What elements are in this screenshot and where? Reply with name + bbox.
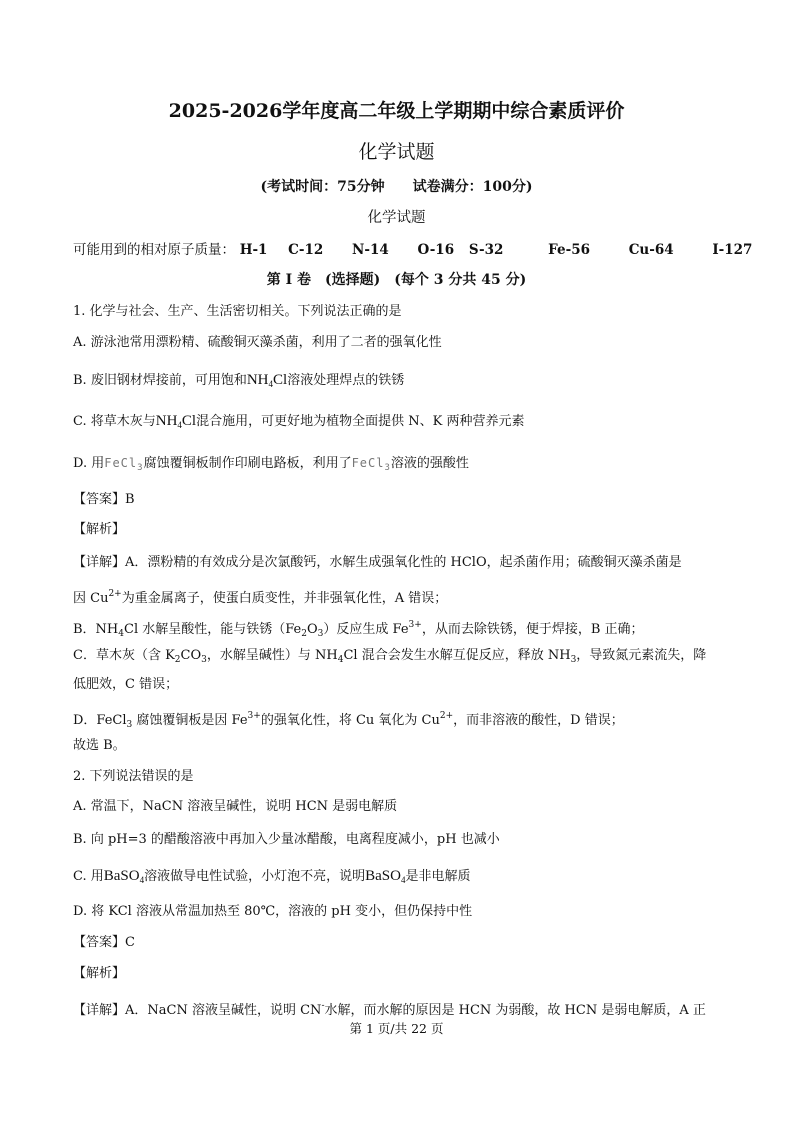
atomic-mass-cu: Cu-64: [628, 242, 674, 258]
fecl3-formula: FeCl$_3$: [104, 456, 144, 473]
q1-option-c: C. 将草木灰与$NH_4Cl$混合施用，可更好地为植物全面提供 N、K 两种营养元素: [73, 413, 525, 430]
page-footer: 第 1 页/共 22 页: [349, 1021, 444, 1036]
subject-title-repeat: 化学试题: [367, 210, 426, 226]
q1-option-a: A. 游泳池常用漂粉精、硫酸铜灭藻杀菌，利用了二者的强氧化性: [73, 335, 442, 350]
nh4cl-formula: $NH_4Cl$: [246, 372, 288, 389]
atomic-mass-fe: Fe-56: [548, 242, 590, 258]
q2-option-c-text: C. 用: [73, 869, 104, 884]
q1-option-b-text: B. 废旧钢材焊接前，可用饱和: [73, 373, 247, 388]
q1-option-d: D. 用FeCl$_3$腐蚀覆铜板制作印刷电路板，利用了FeCl$_3$溶液的强酸性: [73, 456, 469, 473]
q1-answer: 【答案】B: [73, 492, 135, 507]
atomic-mass-label: 可能用到的相对原子质量：: [73, 242, 235, 258]
q1-detail-line-3: B．$NH_4Cl$ 水解呈酸性，能与铁锈$(Fe_2O_3)$反应生成 $Fe^{3+}$，从而去除铁锈，便于焊接，B 正确；: [73, 620, 644, 639]
q1-stem: 1. 化学与社会、生产、生活密切相关。下列说法正确的是: [73, 304, 402, 319]
q1-conclusion: 故选 B。: [73, 738, 126, 753]
nh4cl-formula: $NH_4Cl$: [155, 413, 197, 430]
q1-detail-line-4: C．草木灰（含 $K_2CO_3$，水解呈碱性）与 $NH_4Cl$ 混合会发生水解互促反应，释放 $NH_3$，导致氮元素流失，降: [73, 648, 707, 665]
atomic-mass-line: [73, 242, 752, 258]
q1-option-b: B. 废旧钢材焊接前，可用饱和$NH_4Cl$溶液处理焊点的铁锈: [73, 372, 405, 389]
baso4-formula: BaSO$_4$: [365, 868, 406, 885]
atomic-mass-n: N-14: [352, 242, 389, 258]
q2-option-a: A. 常温下，NaCN 溶液呈碱性，说明 HCN 是弱电解质: [73, 799, 398, 814]
q1-detail-line-5: 低肥效，C 错误；: [73, 677, 179, 692]
section-heading: 第 I 卷 (选择题) (每个 3 分共 45 分): [266, 272, 527, 288]
q1-analysis-label: 【解析】: [73, 522, 126, 537]
atomic-mass-c: C-12: [288, 242, 324, 258]
q2-option-c: C. 用BaSO$_4$溶液做导电性试验，小灯泡不亮，说明BaSO$_4$是非电解质: [73, 868, 471, 885]
atomic-mass-h: H-1: [239, 242, 268, 258]
q1-option-d-text: D. 用: [73, 456, 105, 471]
q1-detail-line-6: D．FeCl$_3$ 腐蚀覆铜板是因 $Fe^{3+}$的强氧化性，将 Cu 氧化为 $Cu^{2+}$，而非溶液的酸性，D 错误；: [73, 711, 624, 730]
exam-title: 2025-2026学年度高二年级上学期期中综合素质评价: [168, 100, 625, 122]
exam-info: (考试时间：75分钟 试卷满分：100分): [260, 179, 533, 195]
q1-detail-line-2: 因 $Cu^{2+}$为重金属离子，使蛋白质变性，并非强氧化性，A 错误；: [73, 589, 448, 606]
subject-title: 化学试题: [358, 141, 435, 163]
q1-option-c-text: C. 将草木灰与: [73, 414, 156, 429]
q2-detail-line-1: 【详解】A．NaCN 溶液呈碱性，说明 CN-水解，而水解的原因是 HCN 为弱酸，故 HCN 是弱电解质，A 正: [73, 1001, 706, 1018]
atomic-mass-i: I-127: [712, 242, 753, 258]
atomic-mass-s: S-32: [468, 242, 504, 258]
atomic-mass-o: O-16: [417, 242, 455, 258]
q2-answer: 【答案】C: [73, 935, 135, 950]
q2-stem: 2. 下列说法错误的是: [73, 769, 194, 784]
fecl3-formula: FeCl$_3$: [351, 456, 391, 473]
baso4-formula: BaSO$_4$: [103, 868, 145, 885]
q1-detail-line-1: 【详解】A．漂粉精的有效成分是次氯酸钙，水解生成强氧化性的 HClO，起杀菌作用；硫酸铜灭藻杀菌是: [73, 555, 682, 570]
q2-option-d: D. 将 KCl 溶液从常温加热至 80℃，溶液的 pH 变小，但仍保持中性: [73, 904, 473, 919]
q2-analysis-label: 【解析】: [73, 966, 126, 981]
q2-option-b: B. 向 pH=3 的醋酸溶液中再加入少量冰醋酸，电离程度减小，pH 也减小: [73, 832, 500, 847]
